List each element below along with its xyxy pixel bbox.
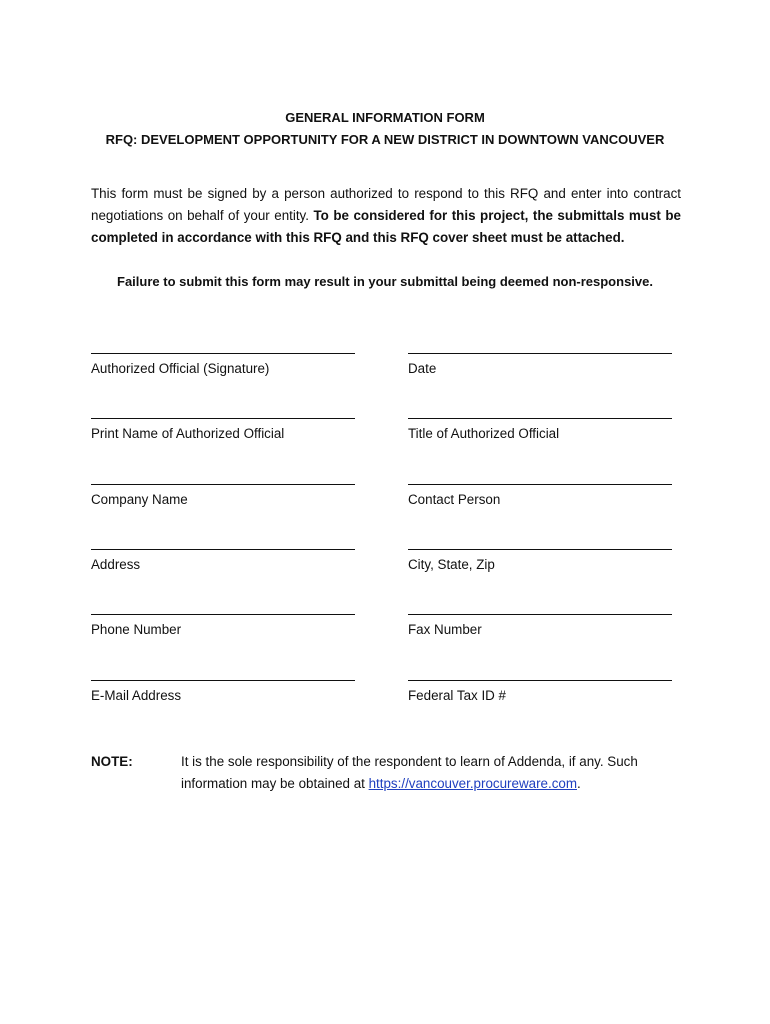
company-line[interactable] [91,484,355,485]
note-text-before: It is the sole responsibility of the respondent to learn of Addenda, if any. Such information may be obtained at [181,754,638,791]
date-field[interactable] [408,353,672,378]
fax-line[interactable] [408,614,672,615]
email-field[interactable] [91,680,355,705]
print-name-field[interactable] [91,418,355,443]
city-state-zip-field[interactable] [408,549,672,574]
phone-field[interactable] [91,614,355,639]
contact-field[interactable] [408,484,672,509]
date-line[interactable] [408,353,672,354]
company-field[interactable] [91,484,355,509]
form-subtitle: RFQ: DEVELOPMENT OPPORTUNITY FOR A NEW DISTRICT IN DOWNTOWN VANCOUVER [105,132,665,147]
contact-line[interactable] [408,484,672,485]
signature-line[interactable] [91,353,355,354]
tax-id-label: Federal Tax ID # [408,688,506,703]
contact-label: Contact Person [408,492,501,507]
address-field[interactable] [91,549,355,574]
header [0,107,770,151]
official-title-label: Title of Authorized Official [408,426,560,441]
signature-label: Authorized Official (Signature) [91,361,270,376]
note-label: NOTE: [91,754,133,769]
city-state-zip-line[interactable] [408,549,672,550]
phone-line[interactable] [91,614,355,615]
signature-field[interactable] [91,353,355,378]
intro-bold-text: To be considered for this project, the submittals must be completed in accordance with this RFQ and this RFQ cover sheet must be attached. [91,208,681,245]
note-text-after: . [577,776,581,791]
warning-text: Failure to submit this form may result in your submittal being deemed non-responsive. [117,274,653,289]
tax-id-field[interactable] [408,680,672,705]
tax-id-line[interactable] [408,680,672,681]
fax-field[interactable] [408,614,672,639]
address-label: Address [91,557,141,572]
address-line[interactable] [91,549,355,550]
intro-paragraph [91,183,681,249]
note-text [181,751,681,795]
date-label: Date [408,361,437,376]
email-label: E-Mail Address [91,688,182,703]
intro-plain-text: This form must be signed by a person authorized to respond to this RFQ and enter into contract negotiations on behalf of your entity. [91,186,681,223]
procureware-link[interactable]: https://vancouver.procureware.com [368,776,577,791]
fax-label: Fax Number [408,622,482,637]
official-title-field[interactable] [408,418,672,443]
print-name-line[interactable] [91,418,355,419]
official-title-line[interactable] [408,418,672,419]
company-label: Company Name [91,492,188,507]
email-line[interactable] [91,680,355,681]
phone-label: Phone Number [91,622,182,637]
form-title: GENERAL INFORMATION FORM [285,110,485,125]
city-state-zip-label: City, State, Zip [408,557,495,572]
print-name-label: Print Name of Authorized Official [91,426,285,441]
